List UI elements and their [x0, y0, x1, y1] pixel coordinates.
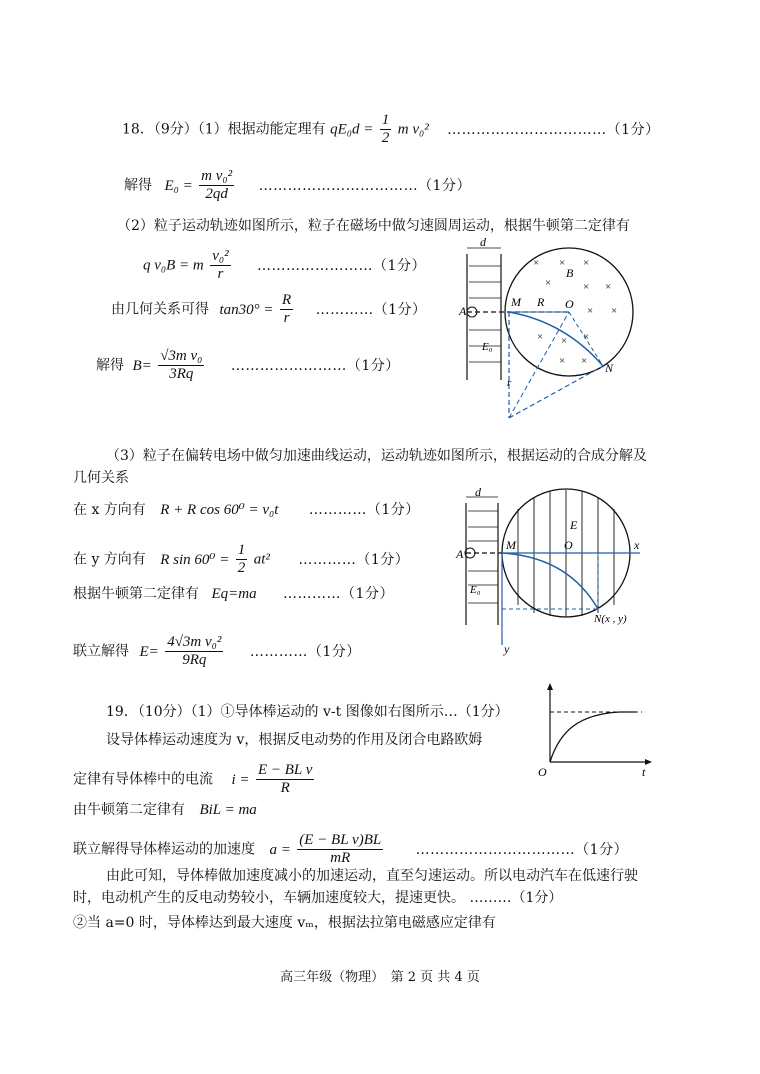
e-label: 联立解得: [73, 643, 129, 660]
fraction-denominator: r: [217, 266, 224, 282]
fraction-denominator: 3Rq: [169, 366, 194, 382]
e0-lhs: E₀ =: [164, 177, 193, 194]
x-axis-label: x: [634, 538, 640, 552]
q18-part3-line1: （3）粒子在偏转电场中做匀加速曲线运动，运动轨迹如图所示，根据运动的合成分解及: [106, 448, 647, 464]
svg-text:×: ×: [583, 257, 590, 269]
y-direction-line: [73, 542, 409, 577]
t-axis-arrow: [645, 759, 652, 765]
x-direction-line: [73, 500, 420, 520]
current-text: 定律有导体棒中的电流: [73, 771, 213, 788]
fraction-denominator: mR: [330, 850, 351, 866]
b-lhs: B=: [132, 357, 152, 374]
lorentz-lhs: q v₀B = m: [143, 257, 204, 274]
geometry-line: [111, 292, 427, 327]
newton-19-line: [73, 800, 257, 820]
fraction-numerator: R: [281, 292, 292, 308]
svg-text:×: ×: [561, 335, 568, 347]
y-axis-label: y: [504, 642, 510, 656]
svg-text:×: ×: [605, 281, 612, 293]
lorentz-fraction: [210, 248, 230, 283]
q19-line6: 由此可知，导体棒做加速度减小的加速运动，直至匀速运动。所以电动汽车在低速行驶: [106, 868, 638, 884]
fraction-numerator: 4√3m v₀²: [167, 634, 222, 650]
q18-part2-text: （2）粒子运动轨迹如图所示，粒子在磁场中做匀速圆周运动，根据牛顿第二定律有: [117, 218, 630, 234]
energy-equation-lhs: qE₀d =: [330, 121, 374, 138]
y-equation-rhs: at²: [253, 551, 270, 568]
q19-heading: 19．（10分）（1）①导体棒运动的 v-t 图像如右图所示…（1分）: [106, 704, 509, 720]
svg-text:×: ×: [533, 257, 540, 269]
newton-19-text: 由牛顿第二定律有: [73, 802, 185, 818]
b-field-label: B: [566, 266, 574, 280]
e-field-label: E: [570, 518, 578, 532]
acceleration-lhs: a =: [269, 841, 291, 858]
page-footer: 高三年级（物理） 第 2 页 共 4 页: [280, 970, 480, 985]
fraction-numerator: v₀²: [212, 248, 229, 264]
fraction-numerator: m v₀²: [201, 168, 233, 184]
fraction-denominator: 9Rq: [182, 652, 207, 668]
fraction-numerator: √3m v₀: [160, 348, 203, 364]
fraction-denominator: 2: [381, 130, 390, 146]
fraction-numerator: 1: [381, 112, 390, 128]
score-dots: ……………………………（1分）: [258, 177, 471, 194]
e-lhs: E=: [139, 643, 159, 660]
a-label: A: [459, 304, 467, 318]
fraction-numerator: E − BL v: [257, 762, 313, 778]
radius-dashed-diagonal: [509, 366, 603, 418]
v-t-graph: [530, 680, 660, 780]
magnetic-field-diagram: [455, 232, 655, 432]
fraction-numerator: 1: [237, 542, 246, 558]
e0-solution-line: [124, 168, 471, 203]
svg-text:×: ×: [583, 331, 590, 343]
v-axis-arrow: [547, 683, 553, 690]
fraction-numerator: (E − BL v)BL: [299, 832, 382, 848]
velocity-curve: [550, 712, 636, 762]
svg-text:×: ×: [545, 277, 552, 289]
origin-label: O: [538, 765, 547, 779]
svg-text:×: ×: [581, 355, 588, 367]
fraction-denominator: r: [283, 310, 290, 326]
svg-text:×: ×: [587, 305, 594, 317]
q18-part3-line2: 几何关系: [73, 470, 129, 486]
q19-line8: ②当 a=0 时，导体棒达到最大速度 vₘ，根据法拉第电磁感应定律有: [73, 915, 496, 931]
e-fraction: [165, 634, 223, 669]
fraction-denominator: 2: [237, 560, 246, 576]
svg-text:×: ×: [559, 355, 566, 367]
q18-header-line: [122, 112, 660, 147]
electric-field-diagram: [448, 485, 658, 660]
tan-fraction: [280, 292, 293, 327]
r-label-circle: R: [537, 295, 545, 309]
score-dots: ……………………………（1分）: [415, 841, 629, 858]
e0-fraction: [199, 168, 234, 203]
newton-equation: Eq=ma: [211, 586, 257, 602]
fraction-denominator: R: [280, 780, 290, 796]
o-label: O: [564, 538, 573, 552]
score-dots: ……………………（1分）: [230, 357, 400, 374]
n-label: N: [605, 361, 614, 375]
newton-label: 根据牛顿第二定律有: [73, 586, 199, 602]
acceleration-line: [73, 832, 628, 867]
x-label: 在 x 方向有: [73, 502, 146, 518]
a-label: A: [456, 547, 464, 561]
score-dots: …………（1分）: [315, 301, 427, 318]
lorentz-equation-line: [143, 248, 426, 283]
svg-text:×: ×: [559, 257, 566, 269]
svg-text:×: ×: [537, 331, 544, 343]
y-label: 在 y 方向有: [73, 551, 146, 568]
y-equation-lhs: R sin 60⁰ =: [160, 551, 230, 568]
score-dots: …………（1分）: [298, 551, 410, 568]
geometry-label: 由几何关系可得: [111, 301, 209, 318]
e0-label: E₀: [482, 341, 493, 353]
d-label: d: [475, 485, 481, 499]
d-label: d: [480, 235, 486, 249]
q19-line2: 设导体棒运动速度为 v，根据反电动势的作用及闭合电路欧姆: [106, 732, 483, 748]
fraction-denominator: 2qd: [205, 186, 228, 202]
score-dots: …………（1分）: [249, 643, 361, 660]
score-dots: …………（1分）: [283, 586, 394, 602]
m-label: M: [506, 538, 516, 552]
acceleration-fraction: [297, 832, 383, 867]
solution-label: 解得: [124, 177, 152, 194]
newton-19-equation: BiL = ma: [199, 802, 257, 818]
current-lhs: i =: [231, 771, 250, 788]
score-dots: ……………………………（1分）: [447, 121, 660, 138]
q18-heading: 18．（9分）（1）根据动能定理有: [122, 121, 326, 138]
r-label-radius: r: [507, 377, 512, 389]
current-fraction: [256, 762, 314, 797]
half-fraction: [380, 112, 392, 147]
b-fraction: [158, 348, 204, 383]
e0-label: E₀: [470, 584, 481, 596]
n-point-label: N(x , y): [594, 613, 627, 625]
q19-line7: 时，电动机产生的反电动势较小，车辆加速度较大，提速更快。 ………（1分）: [73, 890, 563, 906]
b-solution-line: [96, 348, 400, 383]
o-label: O: [565, 297, 574, 311]
energy-equation-rhs: m v₀²: [397, 121, 429, 138]
current-equation-line: [73, 762, 316, 797]
x-equation: R + R cos 60⁰ = v₀t: [160, 502, 279, 518]
score-dots: ……………………（1分）: [257, 257, 426, 274]
score-dots: …………（1分）: [308, 502, 420, 518]
svg-text:×: ×: [583, 281, 590, 293]
y-fraction: [236, 542, 248, 577]
tan-lhs: tan30° =: [219, 301, 274, 318]
solution-label: 解得: [96, 357, 124, 374]
e-solution-line: [73, 634, 361, 669]
t-label: t: [642, 765, 646, 779]
svg-text:×: ×: [611, 305, 618, 317]
m-label: M: [511, 295, 521, 309]
newton-line: [73, 584, 394, 604]
acceleration-text: 联立解得导体棒运动的加速度: [73, 841, 255, 858]
